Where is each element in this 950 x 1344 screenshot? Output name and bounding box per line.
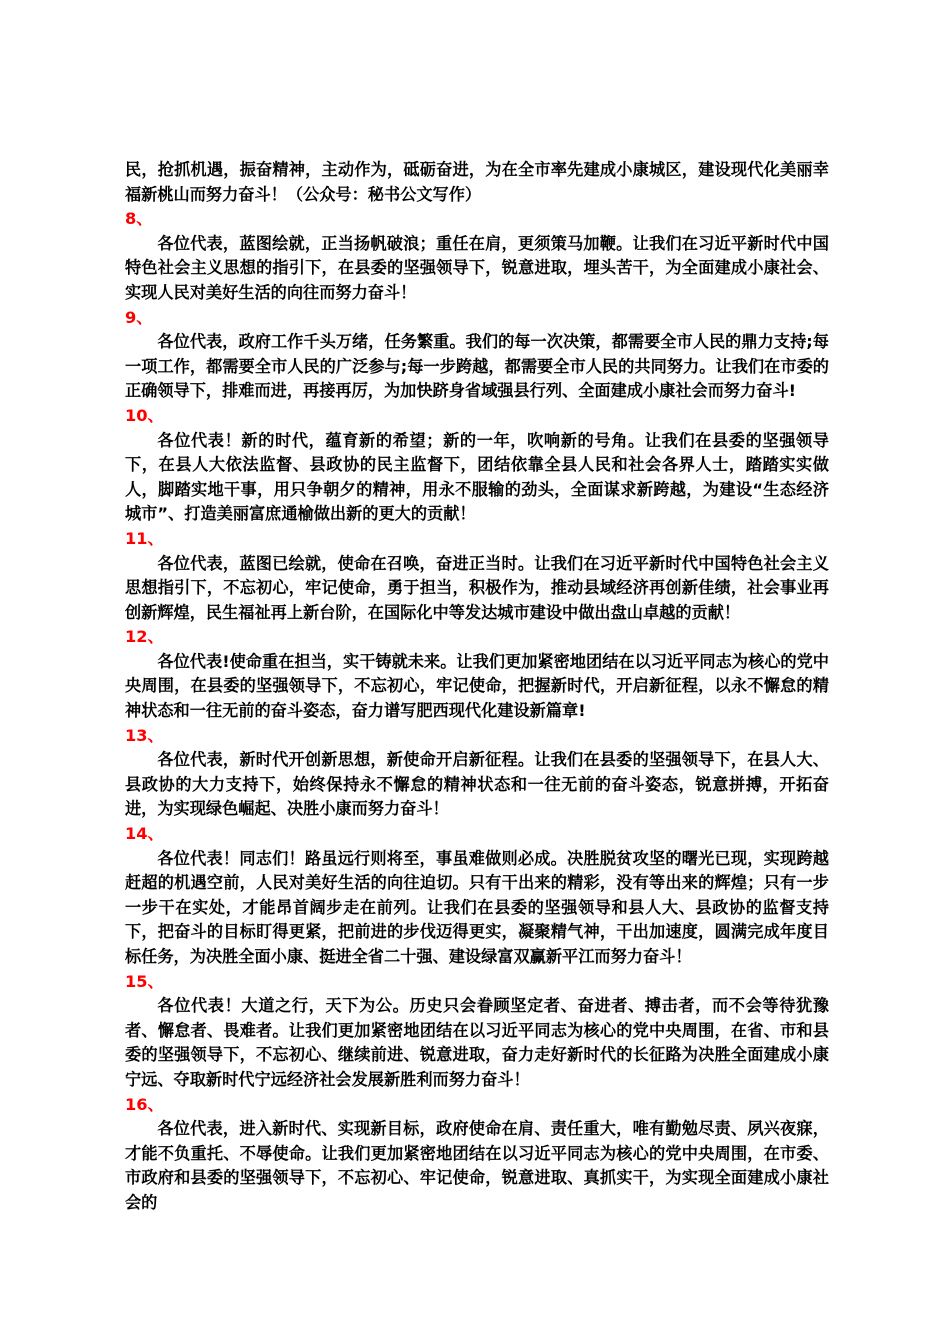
lead-paragraph: 民，抢抓机遇，振奋精神，主动作为，砥砺奋进，为在全市率先建成小康城区，建设现代化美丽幸福新桃山而努力奋斗！（公众号：秘书公文写作） bbox=[125, 160, 829, 204]
section-number: 8、 bbox=[125, 209, 153, 229]
section-number: 13、 bbox=[125, 725, 164, 745]
section-paragraph: 各位代表！大道之行，天下为公。历史只会眷顾坚定者、奋进者、搏击者，而不会等待犹豫者、懈怠者、畏难者。让我们更加紧密地团结在以习近平同志为核心的党中央周围，在省、市和县委的坚强领导下，不忘初心、继续前进、锐意进取，奋力走好新时代的长征路为决胜全面建成小康宁远、夺取新时代宁远经济社会发展新胜利而努力奋斗！ bbox=[125, 996, 829, 1089]
section-paragraph: 各位代表，蓝图绘就，正当扬帆破浪；重任在肩，更须策马加鞭。让我们在习近平新时代中国特色社会主义思想的指引下，在县委的坚强领导下，锐意进取，埋头苦干，为全面建成小康社会、实现人民对美好生活的向往而努力奋斗！ bbox=[125, 233, 829, 302]
section-paragraph: 各位代表!使命重在担当，实干铸就未来。让我们更加紧密地团结在以习近平同志为核心的党中央周围，在县委的坚强领导下，不忘初心，牢记使命，把握新时代，开启新征程，以永不懈怠的精神状态和一往无前的奋斗姿态，奋力谱写肥西现代化建设新篇章! bbox=[125, 651, 829, 721]
document-page bbox=[125, 158, 829, 1216]
section-number: 15、 bbox=[125, 971, 164, 991]
section-number: 14、 bbox=[125, 824, 164, 844]
section-paragraph: 各位代表，蓝图已绘就，使命在召唤，奋进正当时。让我们在习近平新时代中国特色社会主义思想指引下，不忘初心，牢记使命，勇于担当，积极作为，推动县域经济再创新佳绩，社会事业再创新辉煌，民生福祉再上新台阶，在国际化中等发达城市建设中做出盘山卓越的贡献！ bbox=[125, 553, 829, 622]
section-paragraph: 各位代表，进入新时代、实现新目标，政府使命在肩、责任重大，唯有勤勉尽责、夙兴夜寐，才能不负重托、不辱使命。让我们更加紧密地团结在以习近平同志为核心的党中央周围，在市委、市政府和县委的坚强领导下，不忘初心、牢记使命，锐意进取、真抓实干，为实现全面建成小康社会的 bbox=[125, 1119, 829, 1212]
section-number: 9、 bbox=[125, 307, 153, 327]
section-number: 10、 bbox=[125, 405, 164, 425]
section-number: 12、 bbox=[125, 627, 164, 647]
section-paragraph: 各位代表！新的时代，蕴育新的希望；新的一年，吹响新的号角。让我们在县委的坚强领导下，在县人大依法监督、县政协的民主监督下，团结依靠全县人民和社会各界人士，踏踏实实做人，脚踏实地干事，用只争朝夕的精神，用永不服输的劲头，全面谋求新跨越，为建设“生态经济城市”、打造美丽富庶通榆做出新的更大的贡献！ bbox=[125, 430, 829, 524]
section-number: 11、 bbox=[125, 528, 164, 548]
section-paragraph: 各位代表！同志们！路虽远行则将至，事虽难做则必成。决胜脱贫攻坚的曙光已现，实现跨越赶超的机遇空前，人民对美好生活的向往迫切。只有干出来的精彩，没有等出来的辉煌；只有一步一步干在实处，才能昂首阔步走在前列。让我们在县委的坚强领导和县人大、县政协的监督支持下，把奋斗的目标盯得更紧，把前进的步伐迈得更实，凝聚精气神，干出加速度，圆满完成年度目标任务，为决胜全面小康、挺进全省二十强、建设绿富双赢新平江而努力奋斗！ bbox=[125, 848, 829, 966]
section-paragraph: 各位代表，新时代开创新思想，新使命开启新征程。让我们在县委的坚强领导下，在县人大、县政协的大力支持下，始终保持永不懈怠的精神状态和一往无前的奋斗姿态，锐意拼搏，开拓奋进，为实现绿色崛起、决胜小康而努力奋斗！ bbox=[125, 750, 829, 819]
section-paragraph: 各位代表，政府工作千头万绪，任务繁重。我们的每一次决策，都需要全市人民的鼎力支持;每一项工作，都需要全市人民的广泛参与;每一步跨越，都需要全市人民的共同努力。让我们在市委的正确领导下，排难而进，再接再厉，为加快跻身省域强县行列、全面建成小康社会而努力奋斗! bbox=[125, 332, 829, 401]
section-number: 16、 bbox=[125, 1094, 164, 1114]
